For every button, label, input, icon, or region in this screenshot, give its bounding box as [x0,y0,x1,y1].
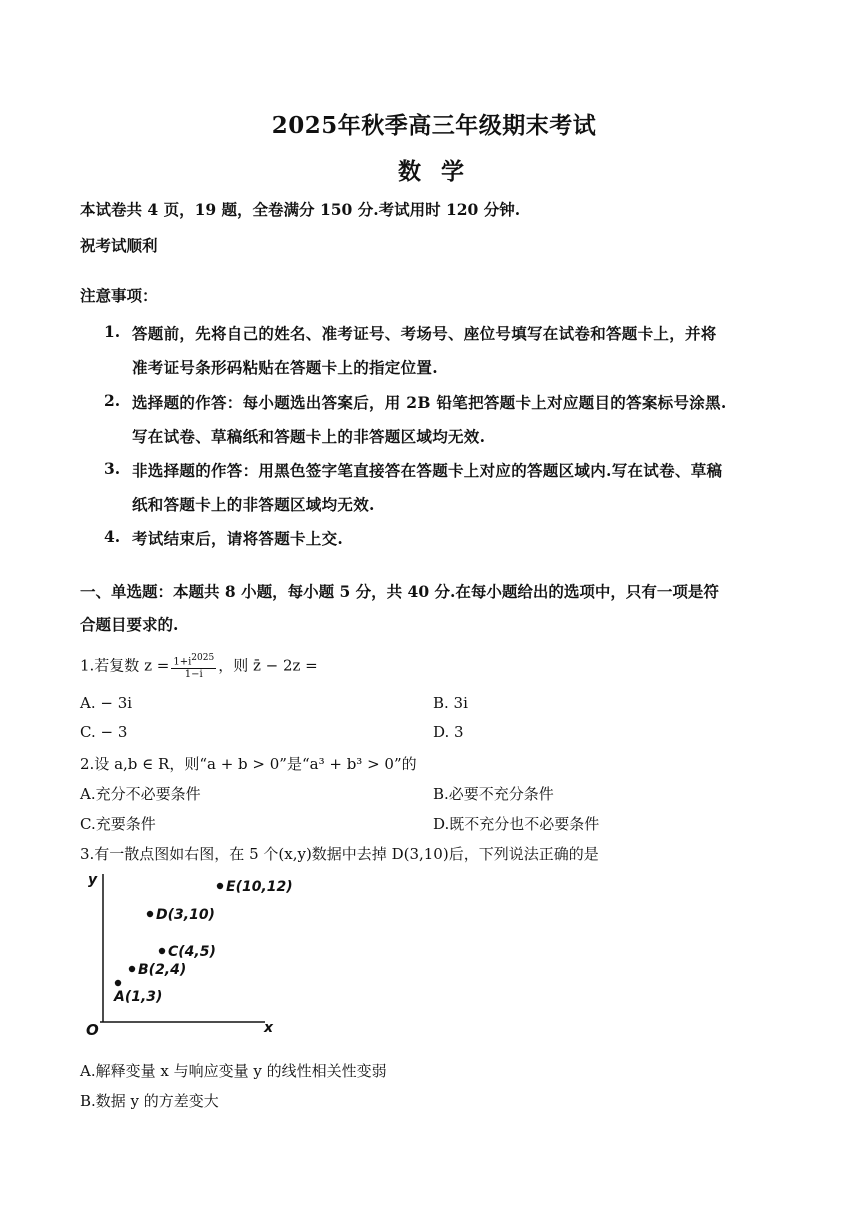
q3-option-b: B.数据 y 的方差变大 [80,1092,219,1110]
scatter-points [113,879,293,1005]
q1-prefix: 1.若复数 z = [80,656,170,675]
question-1-stem [80,652,318,681]
notice-item-text: 写在试卷、草稿纸和答题卡上的非答题区域均无效. [132,427,486,446]
notice-item-number: 4. [104,527,121,546]
section-heading: 一、单选题：本题共 8 小题，每小题 5 分，共 40 分.在每小题给出的选项中，只有一项是符 [80,582,719,601]
scatter-point [115,980,121,986]
point-label: C(4,5) [168,944,216,960]
q2-option-a: A.充分不必要条件 [80,785,201,803]
notice-item-text: 非选择题的作答：用黑色签字笔直接答在答题卡上对应的答题区域内.写在试卷、草稿 [132,461,723,480]
q1-frac-numerator: 1+i [173,656,192,668]
scatter-point [217,883,223,889]
notice-item-text: 准考证号条形码粘贴在答题卡上的指定位置. [132,358,438,377]
q1-fraction [171,652,216,681]
scatter-plot-svg [80,868,293,1039]
notice-item-number: 2. [104,391,121,410]
q1-suffix: ，则 z̄ − 2z = [218,656,318,675]
point-label: E(10,12) [226,879,293,895]
notice-item-text: 考试结束后，请将答题卡上交. [132,529,344,548]
point-label: B(2,4) [138,962,187,978]
scatter-plot [80,868,293,1039]
exam-title: 2025年秋季高三年级期末考试 [271,112,597,139]
notice-item-number: 1. [104,322,121,341]
question-2-stem: 2.设 a,b ∈ R，则“a + b > 0”是“a³ + b³ > 0”的 [80,755,417,773]
scatter-point [129,966,135,972]
q2-option-c: C.充要条件 [80,815,156,833]
y-axis-label: y [88,872,98,888]
q1-option-d: D. 3 [433,723,464,741]
q1-option-c: C. − 3 [80,723,128,741]
notice-item-number: 3. [104,459,121,478]
notice-heading: 注意事项： [80,286,158,305]
subject-title: 数 学 [397,158,470,185]
q3-option-a: A.解释变量 x 与响应变量 y 的线性相关性变弱 [80,1062,387,1080]
question-3-stem: 3.有一散点图如右图，在 5 个(x,y)数据中去掉 D(3,10)后，下列说法正确的是 [80,845,599,863]
notice-item-text: 纸和答题卡上的非答题区域均无效. [132,495,375,514]
q1-frac-denominator: 1−i [184,669,203,681]
point-label: A(1,3) [114,989,163,1005]
scatter-point [147,911,153,917]
q1-option-b: B. 3i [433,694,468,712]
q1-option-a: A. − 3i [80,694,133,712]
point-label: D(3,10) [156,907,215,923]
q2-option-b: B.必要不充分条件 [433,785,554,803]
x-axis-label: x [264,1020,274,1036]
q1-frac-exponent: 2025 [191,653,215,663]
notice-item-text: 选择题的作答：每小题选出答案后，用 2B 铅笔把答题卡上对应题目的答案标号涂黑. [132,393,727,412]
notice-item-text: 答题前，先将自己的姓名、准考证号、考场号、座位号填写在试卷和答题卡上，并将 [132,324,717,343]
q2-option-d: D.既不充分也不必要条件 [433,815,600,833]
origin-label: O [86,1021,99,1039]
scatter-point [159,948,165,954]
exam-info-line: 本试卷共 4 页，19 题，全卷满分 150 分.考试用时 120 分钟. [80,200,521,219]
section-heading-cont: 合题目要求的. [80,615,179,634]
exam-wish: 祝考试顺利 [80,236,158,255]
